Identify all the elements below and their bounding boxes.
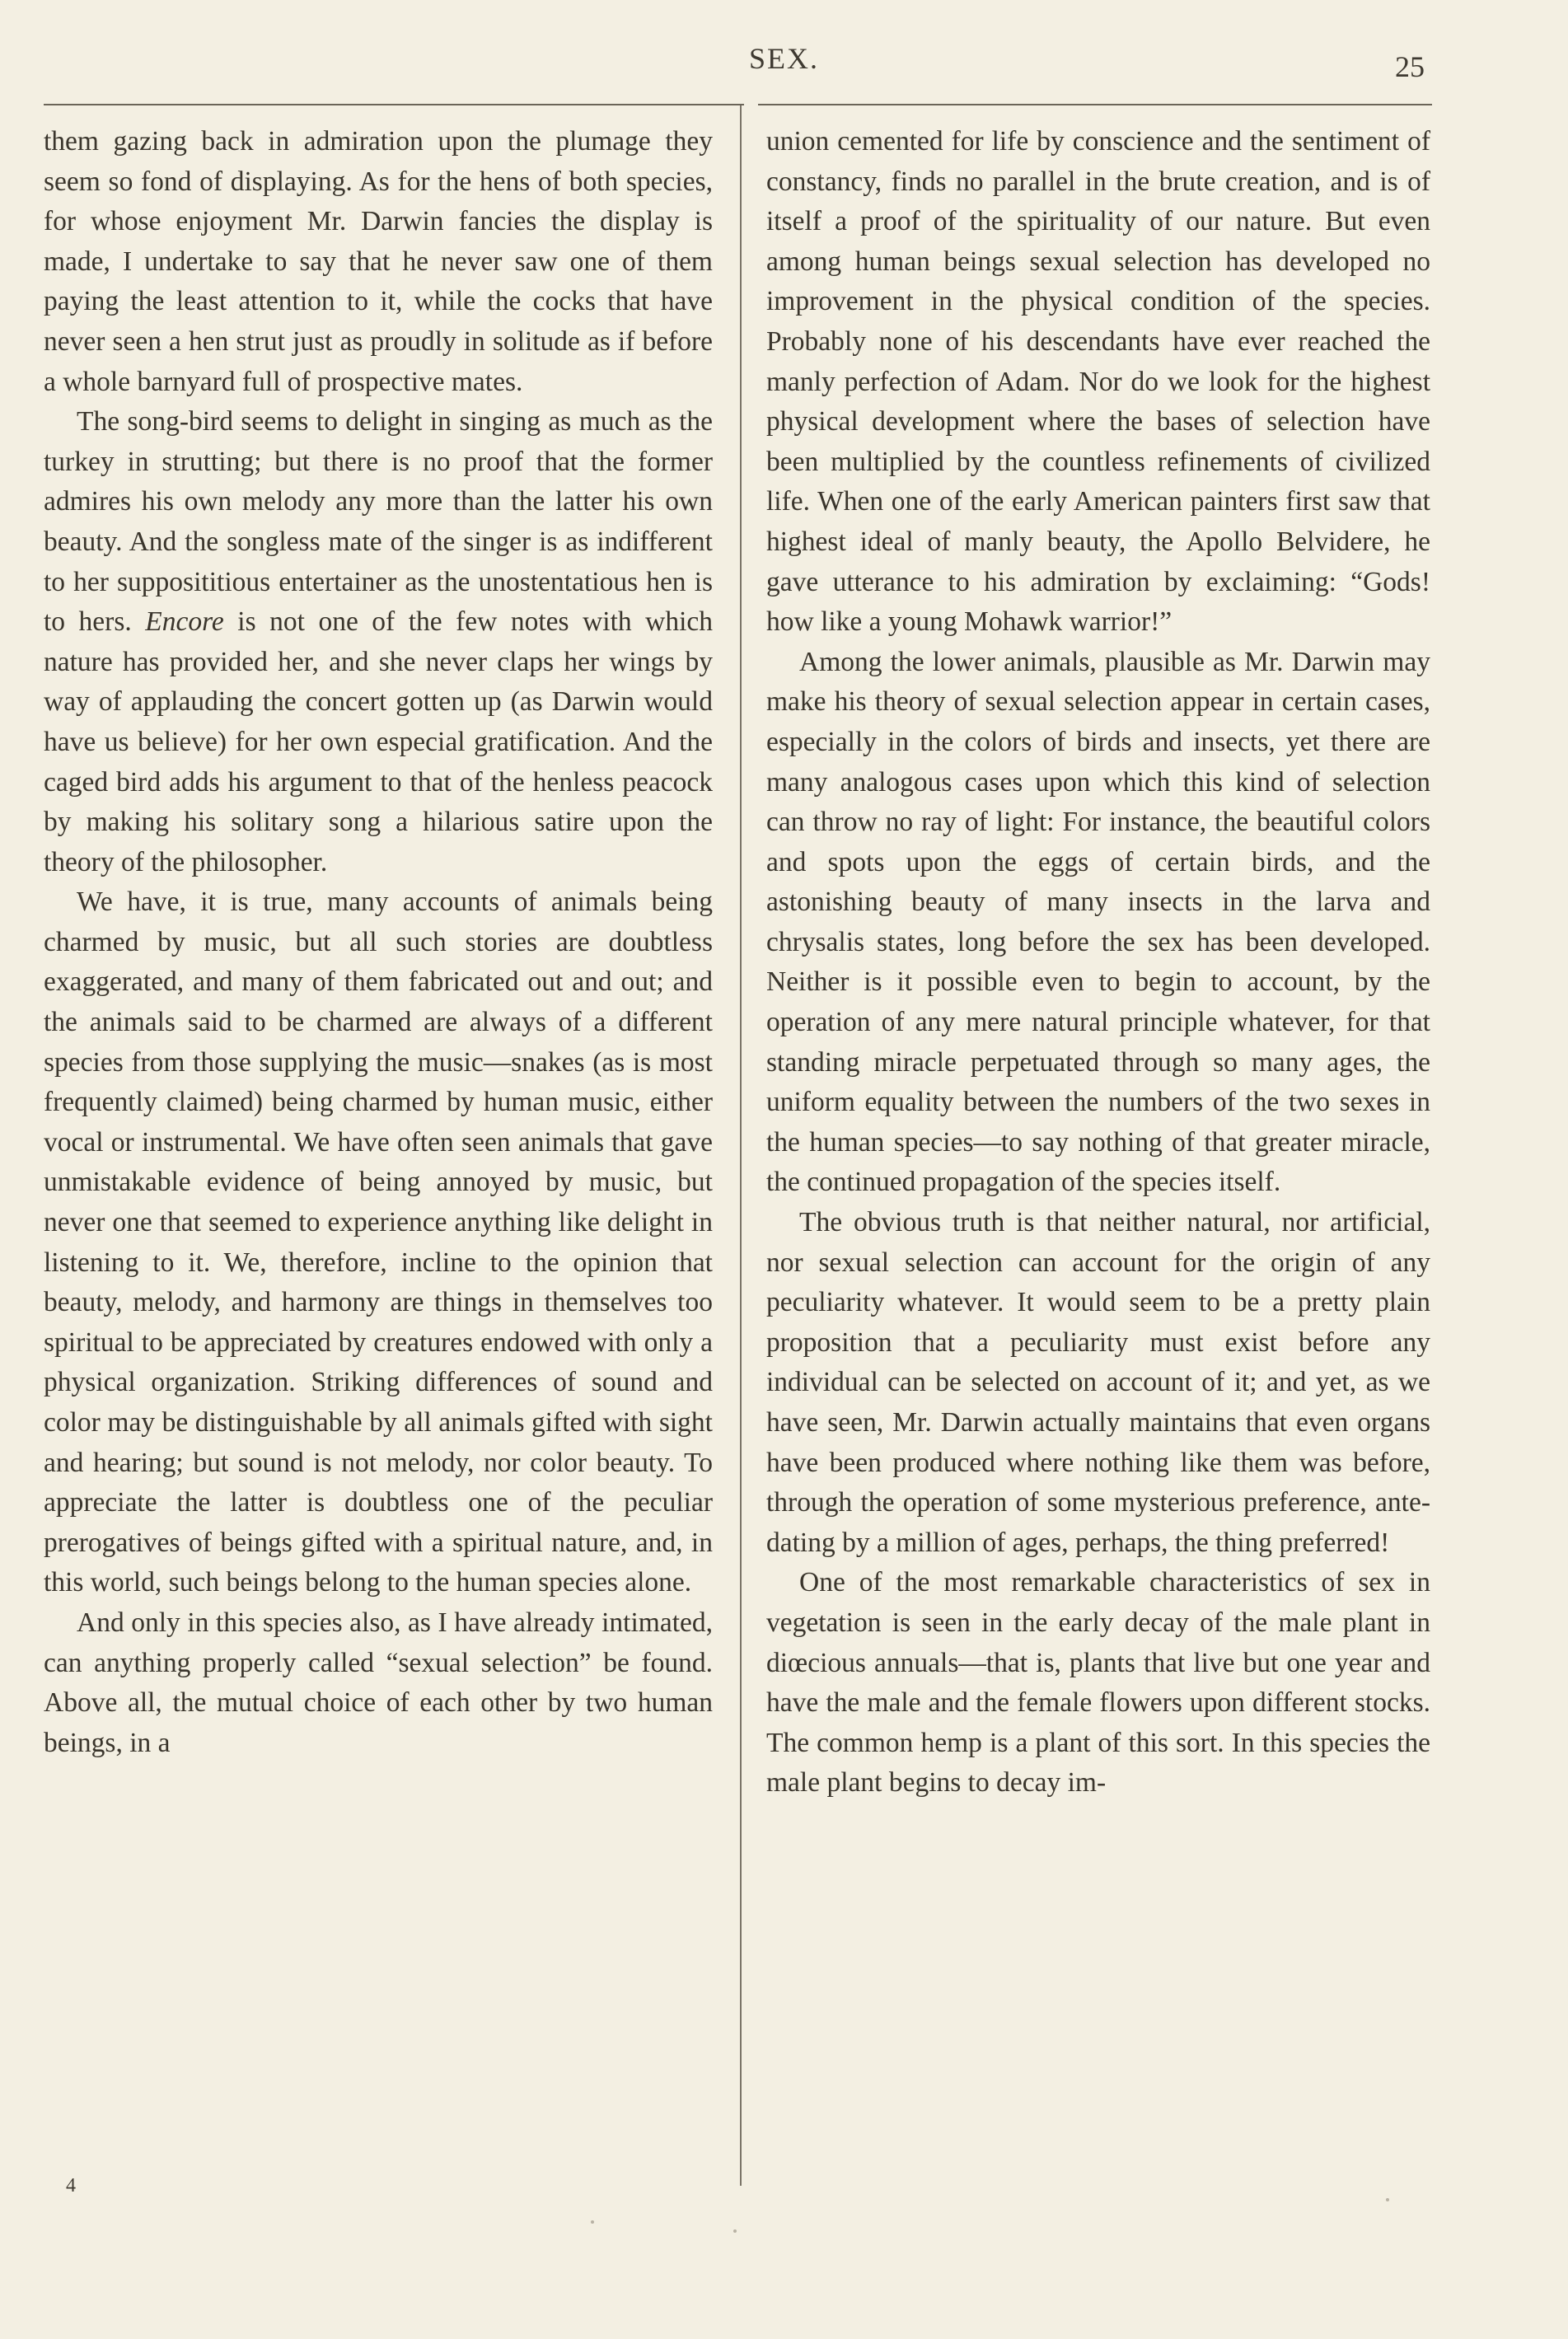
paragraph <box>44 402 713 882</box>
paper-speck <box>591 2220 594 2224</box>
paragraph: We have, it is true, many accounts of animals being charmed by music, but all such stories are doubtless exaggerated, and many of them fabricated out and out; and the animals said to be charmed are always of a different species from those supplying the music—snakes (as is most frequently claimed) being charmed by human music, either vocal or instrumental. We have often seen animals that gave unmistakable evidence of being annoyed by music, but never one that seemed to experience anything like delight in listening to it. We, therefore, incline to the opinion that beauty, melody, and harmony are things in themselves too spiritual to be appreciated by creatures endowed with only a physical organization. Striking differences of sound and color may be distinguishable by all animals gifted with sight and hearing; but sound is not melody, nor color beauty. To appreciate the latter is doubtless one of the peculiar prerogatives of beings gifted with a spiritual nature, and, in this world, such beings belong to the human species alone. <box>44 886 713 1598</box>
paper-speck <box>1386 2198 1389 2201</box>
header-rule-left <box>44 104 744 105</box>
signature-mark: 4 <box>66 2175 76 2196</box>
column-divider <box>740 105 742 2186</box>
page-number: 25 <box>1395 50 1425 83</box>
paragraph-text: The song-bird seems to delight in singing as much as the turkey in strutting; but there is no proof that the former admires his own melody any more than the latter his own beauty. And the songless mate of the singer is as indifferent to her supposititious entertainer as the unostentatious hen is to hers. <box>44 406 713 638</box>
left-column <box>44 122 713 1763</box>
paragraph-text: is not one of the few notes with which nature has provided her, and she never claps her wings by way of applauding the concert gotten up (as Darwin would have us believe) for her own especial gratification. And the caged bird adds his argument to that of the henless peacock by making his solitary song a hilarious satire upon the theory of the philosopher. <box>44 606 714 877</box>
paragraph: The obvious truth is that neither natural, nor artificial, nor sexual selection can account for the origin of any peculiarity whatever. It would seem to be a pretty plain proposition that a peculiarity must exist before any individual can be selected on account of it; and yet, as we have seen, Mr. Darwin actually maintains that even organs have been produced where nothing like them was before, through the operation of some mysterious preference, ante-dating by a million of ages, perhaps, the thing preferred! <box>766 1207 1430 1558</box>
italic-word: Encore <box>145 606 224 638</box>
paragraph: One of the most remarkable characteristics of sex in vegetation is seen in the early decay of the male plant in diœcious annuals—that is, plants that live but one year and have the male and the female flowers upon different stocks. The common hemp is a plant of this sort. In this species the male plant begins to decay im- <box>766 1567 1430 1799</box>
paragraph: them gazing back in admiration upon the plumage they seem so fond of displaying. As for the hens of both species, for whose enjoyment Mr. Darwin fancies the display is made, I undertake to say that he never saw one of them paying the least attention to it, while the cocks that have never seen a hen strut just as proudly in solitude as if before a whole barnyard full of prospective mates. <box>44 126 713 397</box>
paragraph: Among the lower animals, plausible as Mr. Darwin may make his theory of sexual selection appear in certain cases, especially in the colors of birds and insects, yet there are many analogous cases upon which this kind of selection can throw no ray of light: For instance, the beautiful colors and spots upon the eggs of certain birds, and the astonishing beauty of many insects in the larva and chrysalis states, long before the sex has been developed. Neither is it possible even to begin to account, by the operation of any mere natural principle whatever, for that standing miracle perpetuated through so many ages, the uniform equality between the numbers of the two sexes in the human species—to say nothing of that greater miracle, the continued propagation of the species itself. <box>766 646 1430 1198</box>
paragraph: union cemented for life by conscience and the sentiment of constancy, finds no parallel in the brute creation, and is of itself a proof of the spirituality of our nature. But even among human beings sexual selection has developed no improvement in the physical condition of the species. Probably none of his descendants have ever reached the manly perfection of Adam. Nor do we look for the highest physical development where the bases of selection have been multiplied by the countless refinements of civilized life. When one of the early American painters first saw that highest ideal of manly beauty, the Apollo Belvidere, he gave utterance to his admiration by exclaiming: “Gods! how like a young Mohawk warrior!” <box>766 126 1430 638</box>
header-rule-right <box>758 104 1432 105</box>
right-column <box>766 122 1430 1803</box>
paragraph: And only in this species also, as I have already intimated, can anything properly called “sexual selection” be found. Above all, the mutual choice of each other by two human beings, in a <box>44 1607 713 1758</box>
running-head: SEX. <box>748 42 819 75</box>
paper-speck <box>733 2229 737 2233</box>
